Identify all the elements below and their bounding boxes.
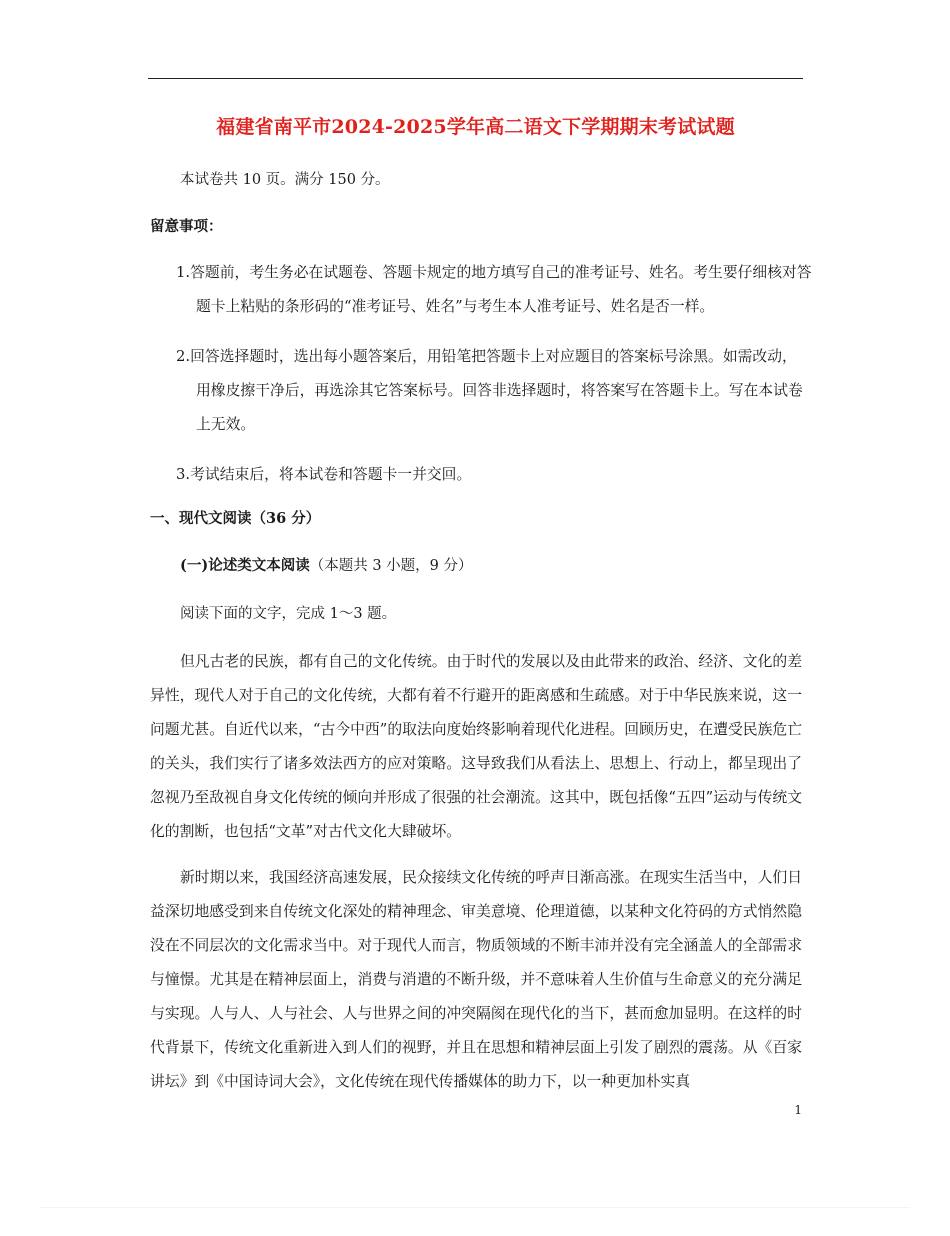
subsection-title: (一)论述类文本阅读 [180,557,310,574]
notice-number: 2. [176,348,191,365]
subsection-heading [180,556,473,576]
exam-intro: 本试卷共 10 页。满分 150 分。 [180,172,390,188]
page-number: 1 [794,1103,802,1117]
header-rule [148,78,803,79]
passage-paragraph-1: 但凡古老的民族，都有自己的文化传统。由于时代的发展以及由此带来的政治、经济、文化的差异性，现代人对于自己的文化传统，大都有着不行避开的距离感和生疏感。对于中华民族来说，这一问题尤甚。自近代以来，“古今中西”的取法向度始终影响着现代化进程。回顾历史，在遭受民族危亡的关头，我们实行了诸多效法西方的应对策略。这导致我们从看法上、思想上、行动上，都呈现出了忽视乃至敌视自身文化传统的倾向并形成了很强的社会潮流。这其中，既包括像“五四”运动与传统文化的割断，也包括“文革”对古代文化大肆破坏。 [150,653,802,840]
reading-instruction: 阅读下面的文字，完成 1～3 题。 [180,606,397,622]
notice-item-2 [176,340,802,442]
notice-text-continued: 上无效。 [196,416,256,433]
notice-text: 回答选择题时，选出每小题答案后，用铅笔把答题卡上对应题目的答案标号涂黑。如需改动， [190,348,797,365]
notice-number: 1. [176,264,191,281]
notice-item-1 [176,256,812,324]
section-heading: 一、现代文阅读（36 分） [150,510,321,527]
notice-number: 3. [176,466,191,483]
subsection-note: （本题共 3 小题，9 分） [309,558,473,574]
notice-text: 考试结束后，将本试卷和答题卡一并交回。 [190,466,472,483]
notice-text-continued: 题卡上粘贴的条形码的“准考证号、姓名”与考生本人准考证号、姓名是否一样。 [196,298,715,315]
document-title: 福建省南平市2024-2025学年高二语文下学期期末考试试题 [216,116,735,138]
page-bottom-edge [40,1207,910,1208]
notice-text-continued: 用橡皮擦干净后，再选涂其它答案标号。回答非选择题时，将答案写在答题卡上。写在本试卷 [196,382,803,399]
notice-item-3 [176,458,802,492]
passage-paragraph-2: 新时期以来，我国经济高速发展，民众接续文化传统的呼声日渐高涨。在现实生活当中，人们日益深切地感受到来自传统文化深处的精神理念、审美意境、伦理道德，以某种文化符码的方式悄然隐没在不同层次的文化需求当中。对于现代人而言，物质领域的不断丰沛并没有完全涵盖人的全部需求与憧憬。尤其是在精神层面上，消费与消遣的不断升级，并不意味着人生价值与生命意义的充分满足与实现。人与人、人与社会、人与世界之间的冲突隔阂在现代化的当下，甚而愈加显明。在这样的时代背景下，传统文化重新进入到人们的视野，并且在思想和精神层面上引发了剧烈的震荡。从《百家讲坛》到《中国诗词大会》，文化传统在现代传播媒体的助力下，以一种更加朴实真 [150,869,802,1090]
notice-heading: 留意事项： [150,218,223,235]
notice-text: 答题前，考生务必在试题卷、答题卡规定的地方填写自己的准考证号、姓名。考生要仔细核对答 [190,264,812,281]
